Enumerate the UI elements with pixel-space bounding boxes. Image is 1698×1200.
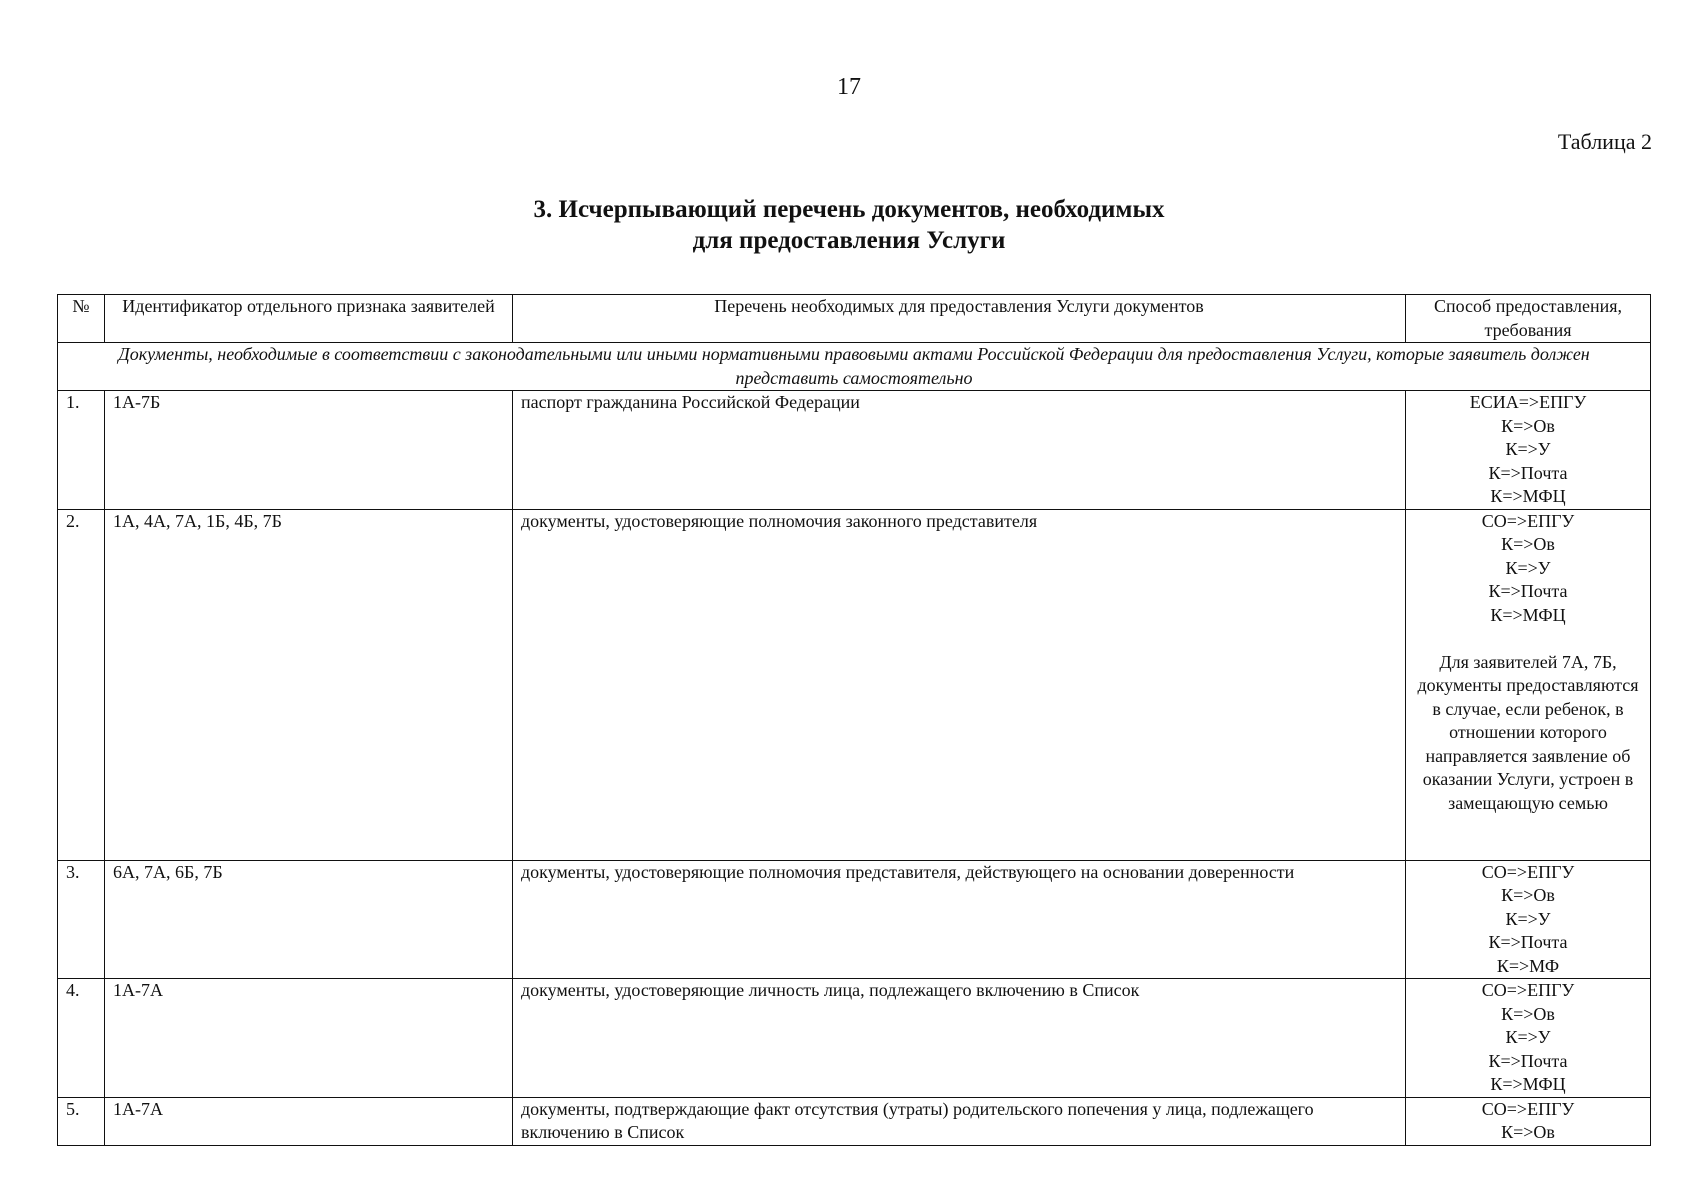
- header-method: Способ предоставления, требования: [1406, 295, 1651, 343]
- row-identifier: 1А-7А: [105, 979, 513, 1098]
- table-body: [58, 343, 1651, 1146]
- method-line: К=>Почта: [1488, 462, 1568, 483]
- method-line: К=>Ов: [1501, 534, 1555, 554]
- table-row: [58, 391, 1651, 510]
- page-number: 17: [837, 74, 861, 100]
- row-methods: [1406, 509, 1651, 860]
- row-document: документы, удостоверяющие полномочия представителя, действующего на основании доверенности: [513, 860, 1406, 979]
- title-line-2: для предоставления Услуги: [692, 227, 1006, 254]
- table-row: [58, 979, 1651, 1098]
- row-number: 4.: [58, 979, 105, 1098]
- section-row: [58, 343, 1651, 391]
- method-line: К=>МФЦ: [1490, 1074, 1566, 1094]
- method-line: К=>У: [1505, 908, 1551, 929]
- section-heading: Документы, необходимые в соответствии с законодательными или иными нормативными правовыми актами Российской Федерации для предоставления Услуги, которые заявитель должен представить самостоятельно: [58, 343, 1651, 391]
- method-line: К=>Ов: [1501, 415, 1555, 436]
- method-line: К=>МФЦ: [1490, 486, 1566, 506]
- document-title: [0, 194, 1698, 256]
- header-documents: Перечень необходимых для предоставления Услуги документов: [513, 295, 1406, 343]
- method-line: К=>МФ: [1496, 955, 1560, 976]
- documents-table: [57, 294, 1651, 1146]
- method-line: К=>Почта: [1488, 1050, 1568, 1071]
- method-line: К=>МФЦ: [1490, 604, 1566, 625]
- table-row: [58, 1097, 1651, 1145]
- header-identifier: Идентификатор отдельного признака заявителей: [105, 295, 513, 343]
- table-label: Таблица 2: [1557, 129, 1652, 154]
- row-identifier: 6А, 7А, 6Б, 7Б: [105, 860, 513, 979]
- row-number: 2.: [58, 509, 105, 860]
- row-methods: [1406, 1097, 1651, 1145]
- method-line: К=>Почта: [1488, 932, 1568, 952]
- row-number: 1.: [58, 391, 105, 510]
- row-identifier: 1А-7Б: [105, 391, 513, 510]
- method-line: СО=>ЕПГУ: [1481, 861, 1575, 882]
- row-document: документы, удостоверяющие полномочия законного представителя: [513, 509, 1406, 860]
- row-methods: [1406, 860, 1651, 979]
- row-identifier: 1А-7А: [105, 1097, 513, 1145]
- method-line: К=>У: [1505, 439, 1551, 459]
- method-line: К=>Ов: [1501, 1122, 1555, 1142]
- row-document: документы, подтверждающие факт отсутствия (утраты) родительского попечения у лица, подлежащего включению в Список: [513, 1097, 1406, 1145]
- row-methods: [1406, 391, 1651, 510]
- method-line: СО=>ЕПГУ: [1481, 980, 1575, 1000]
- row-number: 3.: [58, 860, 105, 979]
- method-line: К=>Почта: [1488, 581, 1568, 601]
- row-document: документы, удостоверяющие личность лица, подлежащего включению в Список: [513, 979, 1406, 1098]
- row-document: паспорт гражданина Российской Федерации: [513, 391, 1406, 510]
- row-methods: [1406, 979, 1651, 1098]
- table-row: [58, 509, 1651, 860]
- method-line: СО=>ЕПГУ: [1481, 510, 1575, 531]
- method-line: ЕСИА=>ЕПГУ: [1469, 392, 1587, 412]
- method-line: СО=>ЕПГУ: [1481, 1098, 1575, 1119]
- header-number: №: [58, 295, 105, 343]
- table-row: [58, 860, 1651, 979]
- method-line: К=>У: [1505, 1027, 1551, 1047]
- method-spacer: [1414, 627, 1642, 651]
- method-note: Для заявителей 7А, 7Б, документы предоставляются в случае, если ребенок, в отношении которого направляется заявление об оказании Услуги, устроен в замещающую семью: [1417, 651, 1639, 813]
- method-line: К=>Ов: [1501, 885, 1555, 905]
- method-line: К=>У: [1505, 557, 1551, 578]
- row-identifier: 1А, 4А, 7А, 1Б, 4Б, 7Б: [105, 509, 513, 860]
- title-line-1: 3. Исчерпывающий перечень документов, необходимых: [533, 196, 1165, 223]
- table-header-row: [58, 295, 1651, 343]
- method-line: К=>Ов: [1501, 1003, 1555, 1024]
- row-number: 5.: [58, 1097, 105, 1145]
